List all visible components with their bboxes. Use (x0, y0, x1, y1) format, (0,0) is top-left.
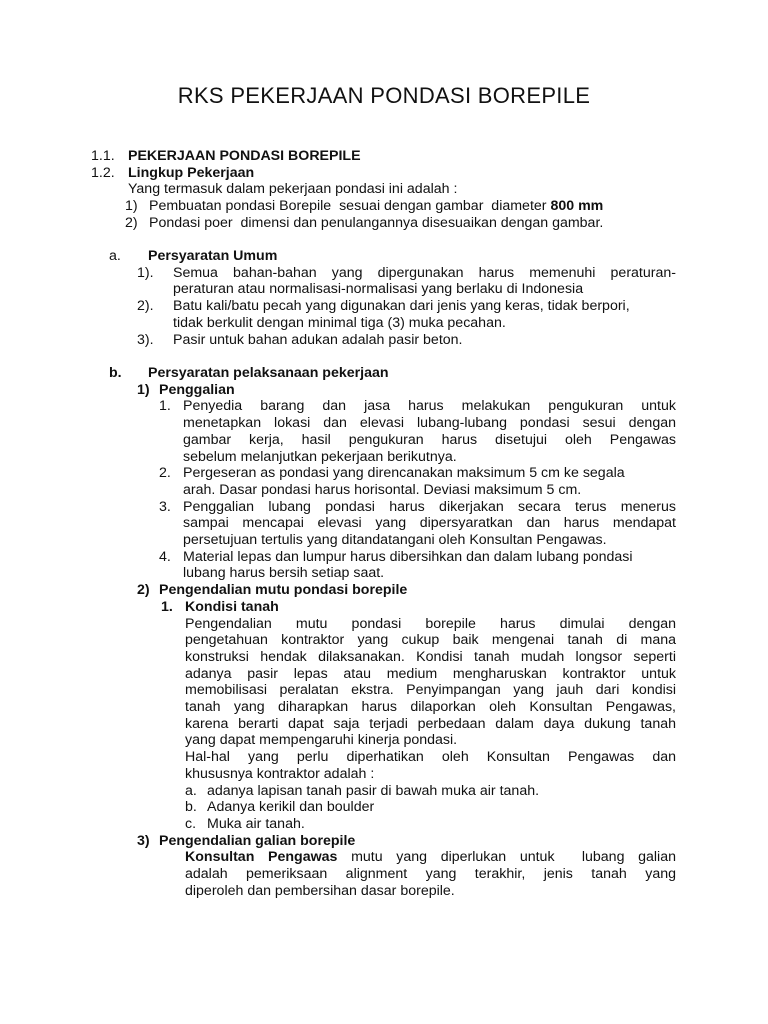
section-number: 1.1. (91, 148, 115, 164)
subsection-number: 1) (137, 381, 150, 398)
excavation-item (109, 398, 679, 465)
text-line (185, 849, 676, 866)
list-text: Pondasi poer dimensi dan penulangannya disesuaikan dengan gambar. (149, 214, 604, 231)
text-line: diperoleh dan pembersihan dasar borepile. (185, 882, 455, 899)
scope-item (91, 215, 671, 232)
diameter-value: 800 mm (550, 198, 604, 215)
text-line: Pasir untuk bahan adukan adalah pasir beton. (173, 331, 463, 348)
section-a (109, 248, 679, 348)
text-line: Penggalian lubang pondasi harus dikerjakan secara terus menerus (183, 498, 676, 515)
list-number: 2. (159, 465, 171, 482)
line-rest: mutu yang diperlukan untuk lubang galian (337, 849, 676, 866)
subsection-label: Pengendalian galian borepile (159, 832, 356, 849)
list-letter: c. (185, 815, 197, 832)
list-text (183, 398, 676, 465)
list-text (173, 332, 676, 349)
list-number: 3). (137, 331, 154, 348)
section-letter: b. (109, 365, 122, 381)
section-1 (91, 148, 671, 232)
list-text (183, 499, 676, 549)
text-line: Hal-hal yang perlu diperhatikan oleh Konsultan Pengawas dan (185, 749, 676, 766)
list-text (173, 298, 676, 331)
list-text (173, 265, 676, 298)
excavation-item (109, 465, 679, 498)
list-number: 2). (137, 298, 154, 315)
text-line: adanya pasir lepas atau medium mengharuskan kontraktor untuk (185, 665, 676, 682)
text-line: sebelum melanjutkan pekerjaan berikutnya. (183, 448, 457, 465)
list-letter: a. (185, 782, 197, 799)
attention-paragraph (109, 749, 676, 782)
section-a-heading (109, 248, 679, 265)
subsection-heading-galian (109, 833, 679, 850)
text-line: pengetahuan kontraktor yang cukup baik mengenai tanah di mana (185, 632, 676, 649)
section-label: PEKERJAAN PONDASI BOREPILE (128, 148, 361, 164)
text-line: lubang harus bersih setiap saat. (183, 565, 385, 582)
list-text: Adanya kerikil dan boulder (207, 799, 375, 816)
excavation-item (109, 549, 679, 582)
list-number: 1) (125, 198, 138, 215)
scope-intro: Yang termasuk dalam pekerjaan pondasi ini adalah : (128, 181, 458, 198)
list-text: adanya lapisan tanah pasir di bawah muka air tanah. (207, 782, 540, 799)
text-line: tanah yang diharapkan harus dilaporkan oleh Konsultan Pengawas, (185, 699, 676, 716)
text-line: Pengendalian mutu pondasi borepile harus dimulai dengan (185, 615, 676, 632)
text-line: menetapkan lokasi dan elevasi lubang-lubang pondasi sesui dengan (183, 415, 676, 432)
list-number: 1. (159, 398, 171, 415)
list-number: 3. (159, 498, 171, 515)
sub-subsection-heading-kondisi-tanah (109, 599, 679, 616)
requirement-item (109, 265, 679, 298)
text-line: Material lepas dan lumpur harus dibersihkan dan dalam lubang pondasi (183, 548, 633, 565)
list-number: 4. (159, 548, 171, 565)
page-title: RKS PEKERJAAN PONDASI BOREPILE (177, 83, 591, 108)
attention-item (109, 783, 679, 800)
text-line: yang dapat mempengaruhi kinerja pondasi. (185, 732, 458, 749)
list-text (183, 549, 676, 582)
list-text (183, 465, 676, 498)
text-line: konstruksi hendak dilaksanakan. Kondisi tanah mudah longsor seperti (185, 648, 676, 665)
excavation-item (109, 499, 679, 549)
attention-item (109, 799, 679, 816)
section-label: Persyaratan pelaksanaan pekerjaan (148, 365, 389, 381)
list-number: 2) (125, 214, 138, 231)
requirement-item (109, 332, 679, 349)
list-number: 1). (137, 264, 154, 281)
subsection-number: 2) (137, 582, 150, 599)
sub-subsection-number: 1. (161, 598, 173, 615)
text-line: Semua bahan-bahan yang dipergunakan harus memenuhi peraturan- (173, 264, 676, 281)
text-line: Pergeseran as pondasi yang direncanakan maksimum 5 cm ke segala (183, 465, 625, 482)
list-text: Muka air tanah. (207, 815, 305, 832)
section-letter: a. (109, 248, 121, 264)
text-line: memobilisasi peralatan ekstra. Penyimpangan yang jauh dari kondisi (185, 682, 676, 699)
section-label: Lingkup Pekerjaan (128, 164, 255, 181)
list-letter: b. (185, 799, 197, 816)
text-line: Batu kali/batu pecah yang digunakan dari jenis yang keras, tidak berpori, (173, 298, 630, 315)
section-1-2-heading (91, 165, 671, 182)
list-text: Pembuatan pondasi Borepile sesuai dengan gambar diameter (149, 198, 551, 215)
text-line: arah. Dasar pondasi harus horisontal. Deviasi maksimum 5 cm. (183, 481, 582, 498)
section-number: 1.2. (91, 164, 115, 181)
subsection-number: 3) (137, 832, 150, 849)
section-b-heading (109, 365, 679, 382)
text-line: peraturan atau normalisasi-normalisasi yang berlaku di Indonesia (173, 281, 584, 298)
requirement-item (109, 298, 679, 331)
subsection-heading-penggalian (109, 382, 679, 399)
text-line: sampai mencapai elevasi yang dipersyaratkan dan harus mendapat (183, 515, 676, 532)
subsection-label: Penggalian (159, 381, 235, 398)
soil-condition-paragraph (109, 616, 676, 750)
section-b (109, 365, 679, 900)
section-label: Persyaratan Umum (148, 248, 278, 264)
subsection-heading-mutu (109, 582, 679, 599)
text-line: khususnya kontraktor adalah : (185, 765, 375, 782)
scope-item (91, 198, 671, 215)
text-line: karena berarti dapat saja terjadi perbedaan dalam daya dukung tanah (185, 715, 676, 732)
text-line: adalah pemeriksaan alignment yang terakhir, jenis tanah yang (185, 866, 676, 883)
section-1-1-heading (91, 148, 671, 165)
attention-item (109, 816, 679, 833)
excavation-control-paragraph (109, 849, 676, 899)
text-line: tidak berkulit dengan minimal tiga (3) muka pecahan. (173, 314, 506, 331)
text-line: gambar kerja, hasil pengukuran harus disetujui oleh Pengawas (183, 431, 676, 448)
subsection-label: Pengendalian mutu pondasi borepile (159, 582, 408, 599)
text-line: Penyedia barang dan jasa harus melakukan pengukuran untuk (183, 398, 676, 415)
consultant-label: Konsultan Pengawas (185, 849, 338, 866)
text-line: persetujuan tertulis yang ditandatangani oleh Konsultan Pengawas. (183, 532, 607, 549)
sub-subsection-label: Kondisi tanah (185, 598, 279, 615)
